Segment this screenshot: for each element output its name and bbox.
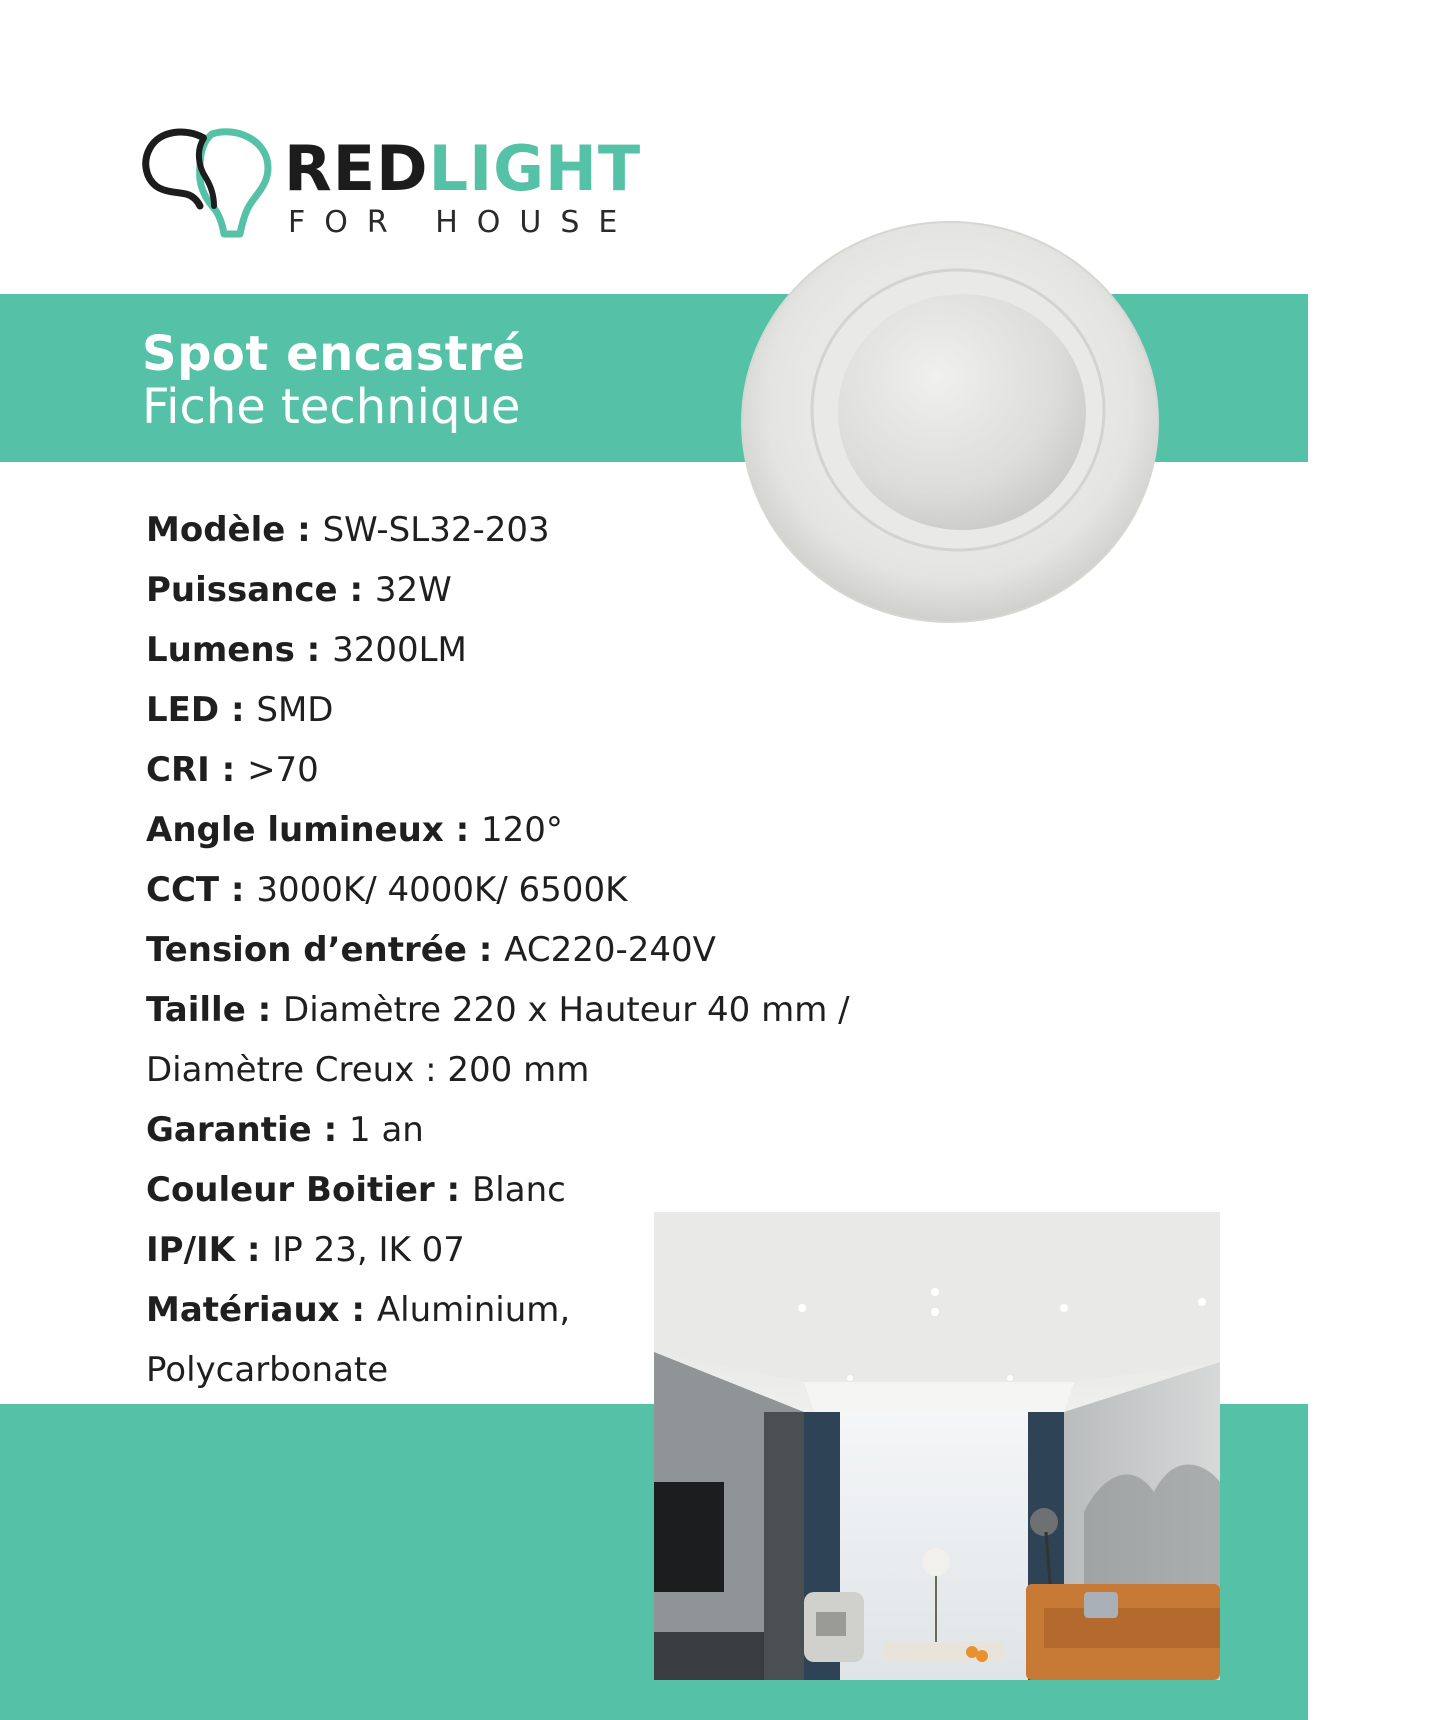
lightbulb-head-logo-icon xyxy=(142,122,272,240)
spec-label: Angle lumineux : xyxy=(146,810,482,850)
spec-value: SMD xyxy=(256,690,334,730)
spec-value: Polycarbonate xyxy=(146,1350,389,1390)
spec-row-beam-angle xyxy=(146,800,966,860)
spec-row-voltage xyxy=(146,920,966,980)
spec-value: Blanc xyxy=(471,1170,566,1210)
page-title xyxy=(142,328,525,434)
spec-value: SW-SL32-203 xyxy=(322,510,550,550)
spec-value: Diamètre Creux : 200 mm xyxy=(146,1050,590,1090)
spec-value: 3000K/ 4000K/ 6500K xyxy=(256,870,628,910)
spec-value: IP 23, IK 07 xyxy=(272,1230,465,1270)
spec-label: IP/IK : xyxy=(146,1230,273,1270)
spec-label: Couleur Boitier : xyxy=(146,1170,472,1210)
brand-tagline: FOR HOUSE xyxy=(288,205,637,240)
spec-label: CCT : xyxy=(146,870,257,910)
spec-row-power xyxy=(146,560,966,620)
spec-row-warranty xyxy=(146,1100,966,1160)
spec-row-cct xyxy=(146,860,966,920)
spec-row-lumens xyxy=(146,620,966,680)
spec-row-size-cont xyxy=(146,1040,966,1100)
spec-row-led xyxy=(146,680,966,740)
spec-label: Garantie : xyxy=(146,1110,350,1150)
spec-label: Modèle : xyxy=(146,510,323,550)
document-subtitle: Fiche technique xyxy=(142,378,521,435)
spec-value: 32W xyxy=(374,570,452,610)
spec-label: Lumens : xyxy=(146,630,333,670)
spec-value: 1 an xyxy=(349,1110,424,1150)
spec-value: 3200LM xyxy=(332,630,467,670)
spec-value: Diamètre 220 x Hauteur 40 mm / xyxy=(283,990,850,1030)
spec-value: >70 xyxy=(247,750,319,790)
brand-name-light: LIGHT xyxy=(428,132,642,205)
spec-value: AC220-240V xyxy=(504,930,716,970)
spec-label: Tension d’entrée : xyxy=(146,930,505,970)
spec-label: Matériaux : xyxy=(146,1290,377,1330)
brand-logo xyxy=(142,122,642,242)
spec-row-housing-color xyxy=(146,1160,966,1220)
spec-label: Puissance : xyxy=(146,570,375,610)
spec-value: 120° xyxy=(481,810,563,850)
spec-label: Taille : xyxy=(146,990,284,1030)
spec-row-model xyxy=(146,500,966,560)
spec-value: Aluminium, xyxy=(376,1290,571,1330)
spec-label: CRI : xyxy=(146,750,248,790)
living-room-photo xyxy=(654,1212,1220,1680)
brand-wordmark xyxy=(284,132,642,205)
spec-label: LED : xyxy=(146,690,257,730)
spec-row-size xyxy=(146,980,966,1040)
product-title: Spot encastré xyxy=(142,326,526,382)
brand-name-red: RED xyxy=(284,132,429,205)
spec-row-cri xyxy=(146,740,966,800)
